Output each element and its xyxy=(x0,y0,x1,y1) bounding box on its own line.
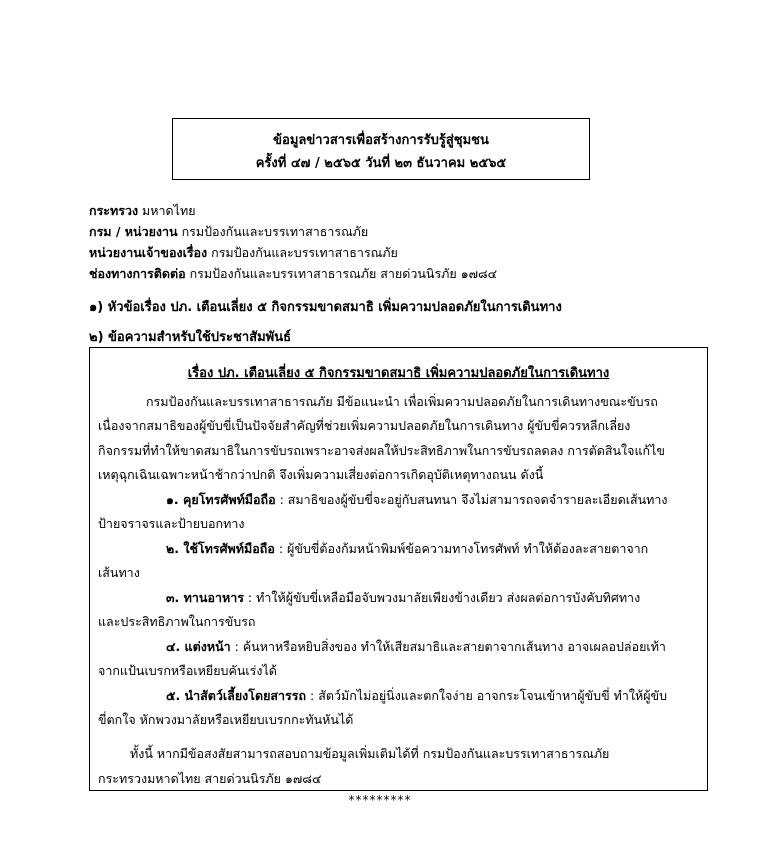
header-title: ข้อมูลข่าวสารเพื่อสร้างการรับรู้สู่ชุมชน xyxy=(273,133,489,148)
meta-contact-label: ช่องทางการติดต่อ xyxy=(89,266,186,281)
item-label: ๔. แต่งหน้า xyxy=(166,639,231,654)
meta-ministry xyxy=(89,201,196,221)
section-2-heading: ๒) ข้อความสำหรับใช้ประชาสัมพันธ์ xyxy=(89,330,292,345)
intro-line: กรมป้องกันและบรรเทาสาธารณภัย มีข้อแนะนำ เพื่อเพิ่มความปลอดภัยในการเดินทางขณะขับรถ xyxy=(146,394,658,409)
meta-dept-label: กรม / หน่วยงาน xyxy=(89,224,178,239)
header-issue-date: ครั้งที่ ๔๗ / ๒๕๖๕ วันที่ ๒๓ ธันวาคม ๒๕๖๕ xyxy=(255,156,507,171)
meta-contact xyxy=(89,264,497,284)
item-text: : ค้นหาหรือหยิบสิ่งของ ทำให้เสียสมาธิและสายตาจากเส้นทาง อาจเผลอปล่อยเท้า xyxy=(230,639,666,654)
list-item xyxy=(166,588,640,608)
message-title: เรื่อง ปภ. เตือนเลี่ยง ๕ กิจกรรมขาดสมาธิ เพิ่มความปลอดภัยในการเดินทาง xyxy=(187,366,610,381)
meta-contact-value: กรมป้องกันและบรรเทาสาธารณภัย สายด่วนนิรภัย ๑๗๘๔ xyxy=(185,266,498,281)
list-item xyxy=(166,539,648,559)
item-continuation: เส้นทาง xyxy=(98,565,140,580)
item-text: : สมาธิของผู้ขับขี่จะอยู่กับสนทนา จึงไม่สามารถจดจำรายละเอียดเส้นทาง xyxy=(275,492,668,507)
meta-department xyxy=(89,222,368,242)
meta-ministry-label: กระทรวง xyxy=(89,203,139,218)
item-text: : ทำให้ผู้ขับขี่เหลือมือจับพวงมาลัยเพียงข้างเดียว ส่งผลต่อการบังคับทิศทาง xyxy=(243,590,641,605)
message-box xyxy=(89,347,708,791)
item-continuation: จากแป้นเบรกหรือเหยียบคันเร่งได้ xyxy=(98,663,277,678)
item-label: ๒. ใช้โทรศัพท์มือถือ xyxy=(166,541,275,556)
meta-owner xyxy=(89,243,398,263)
meta-owner-value: กรมป้องกันและบรรเทาสาธารณภัย xyxy=(207,245,398,260)
end-marker: ********* xyxy=(348,793,412,807)
item-continuation: ป้ายจราจรและป้ายบอกทาง xyxy=(98,516,245,531)
intro-line: กิจกรรมที่ทำให้ขาดสมาธิในการขับรถเพราะอาจส่งผลให้ประสิทธิภาพในการขับรถลดลง การตัดสินใจแก้ไข xyxy=(98,443,665,458)
item-label: ๕. นำสัตว์เลี้ยงโดยสารรถ xyxy=(166,688,307,703)
item-text: : สัตว์มักไม่อยู่นิ่งและตกใจง่าย อาจกระโจนเข้าหาผู้ขับขี่ ทำให้ผู้ขับ xyxy=(306,688,668,703)
item-label: ๑. คุยโทรศัพท์มือถือ xyxy=(166,492,276,507)
item-continuation: ขี่ตกใจ หักพวงมาลัยหรือเหยียบเบรกกะทันหันได้ xyxy=(98,712,354,727)
intro-line: เหตุฉุกเฉินเฉพาะหน้าช้ากว่าปกติ จึงเพิ่มความเสี่ยงต่อการเกิดอุบัติเหตุทางถนน ดังนี้ xyxy=(98,467,544,482)
list-item xyxy=(166,637,666,657)
section-1-heading: ๑) หัวข้อเรื่อง ปภ. เตือนเลี่ยง ๕ กิจกรรมขาดสมาธิ เพิ่มความปลอดภัยในการเดินทาง xyxy=(89,300,562,315)
list-item xyxy=(166,686,667,706)
header-box xyxy=(172,118,590,180)
list-item xyxy=(166,490,668,510)
closing-line: ทั้งนี้ หากมีข้อสงสัยสามารถสอบถามข้อมูลเพิ่มเติมได้ที่ กรมป้องกันและบรรเทาสาธารณภัย xyxy=(130,746,610,761)
meta-owner-label: หน่วยงานเจ้าของเรื่อง xyxy=(89,245,208,260)
meta-dept-value: กรมป้องกันและบรรเทาสาธารณภัย xyxy=(177,224,369,239)
item-text: : ผู้ขับขี่ต้องก้มหน้าพิมพ์ข้อความทางโทรศัพท์ ทำให้ต้องละสายตาจาก xyxy=(274,541,649,556)
item-continuation: และประสิทธิภาพในการขับรถ xyxy=(98,614,256,629)
item-label: ๓. ทานอาหาร xyxy=(166,590,244,605)
intro-line: เนื่องจากสมาธิของผู้ขับขี่เป็นปัจจัยสำคัญที่ช่วยเพิ่มความปลอดภัยในการเดินทาง ผู้ขับขี่ควรหลีกเลี่ยง xyxy=(98,418,631,433)
closing-line: กระทรวงมหาดไทย สายด่วนนิรภัย ๑๗๘๔ xyxy=(98,771,322,786)
meta-ministry-value: มหาดไทย xyxy=(138,203,196,218)
